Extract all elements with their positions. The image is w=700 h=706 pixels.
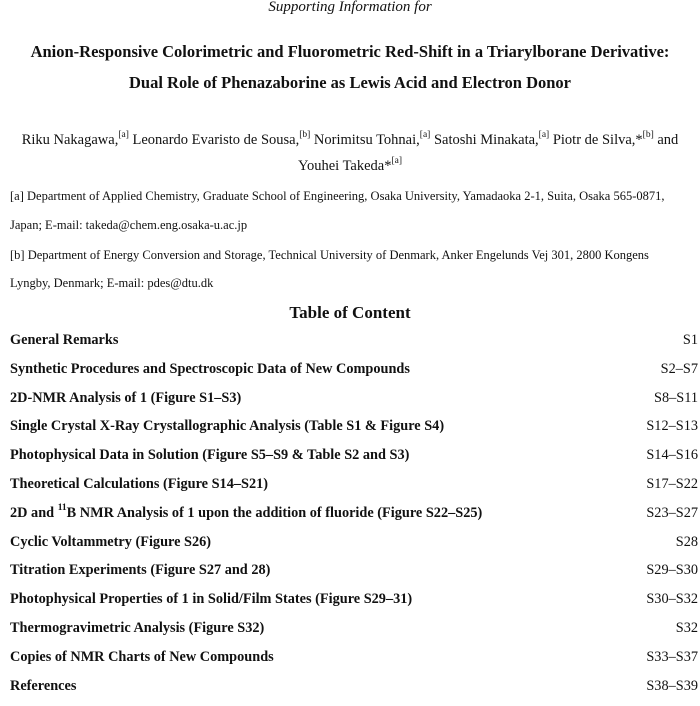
toc-entry-page: S14–S16	[646, 447, 698, 464]
toc-entry-page: S32	[675, 619, 698, 636]
author-line-1	[0, 132, 700, 149]
toc-entry-label	[10, 591, 412, 608]
author-affiliation-mark: [a]	[391, 156, 403, 167]
toc-entry-label	[10, 361, 410, 378]
toc-entry-page: S28	[675, 533, 698, 550]
toc-entry-label	[10, 505, 482, 522]
author-line-2	[0, 158, 700, 175]
toc-entry-text: Single Crystal X-Ray Crystallographic Analysis (Table S1 & Figure S4)	[10, 418, 445, 435]
toc-entry[interactable]	[10, 620, 698, 649]
toc-entry-text: References	[10, 677, 77, 694]
toc-entry-page: S30–S32	[646, 591, 698, 608]
affiliation-a-line-1: [a] Department of Applied Chemistry, Graduate School of Engineering, Osaka University, Yamadaoka 2-1, Suita, Osaka 565-0871,	[10, 189, 665, 203]
toc-entry-text: Cyclic Voltammetry (Figure S26)	[10, 533, 212, 550]
toc-entry[interactable]	[10, 361, 698, 390]
author-affiliation-mark: [a]	[419, 130, 431, 141]
author-affiliation-mark: [a]	[538, 130, 550, 141]
toc-entry-superscript: 11	[57, 503, 67, 514]
toc-entry-page: S23–S27	[646, 504, 698, 521]
toc-entry-text: B NMR Analysis of 1 upon the addition of fluoride (Figure S22–S25)	[66, 504, 483, 521]
toc-entry-text: 2D and	[10, 504, 58, 521]
toc-entry-label	[10, 332, 118, 349]
author-affiliation-mark: [b]	[299, 130, 311, 141]
toc-entry-page: S33–S37	[646, 648, 698, 665]
paper-title-line-2: Dual Role of Phenazaborine as Lewis Acid and Electron Donor	[129, 73, 571, 92]
toc-entry-text: Photophysical Properties of 1 in Solid/Film States (Figure S29–31)	[10, 591, 413, 608]
toc-entry-page: S38–S39	[646, 677, 698, 694]
author-name: Riku Nakagawa,	[21, 132, 119, 148]
author-name: Piotr de Silva,*	[549, 132, 643, 148]
toc-entry[interactable]	[10, 390, 698, 419]
author-name: Youhei Takeda*	[297, 158, 392, 174]
toc-entry-label	[10, 418, 444, 435]
toc-entry-page: S29–S30	[646, 562, 698, 579]
toc-entry-page: S1	[682, 332, 698, 348]
toc-entry-text: Thermogravimetric Analysis (Figure S32)	[10, 619, 265, 636]
author-name: Leonardo Evaristo de Sousa,	[128, 132, 300, 148]
toc-entry-label	[10, 562, 270, 579]
toc-entry-label	[10, 534, 211, 551]
toc-entry-label	[10, 649, 274, 666]
affiliation-b-line-1: [b] Department of Energy Conversion and Storage, Technical University of Denmark, Anker Engelunds Vej 301, 2800 Kongens	[10, 248, 649, 262]
affiliation-a-line-2: Japan; E-mail: takeda@chem.eng.osaka-u.ac.jp	[10, 218, 248, 232]
toc-entry[interactable]	[10, 649, 698, 678]
toc-entry-label	[10, 620, 264, 637]
author-affiliation-mark: [a]	[118, 130, 129, 141]
toc-entry[interactable]	[10, 562, 698, 591]
toc-entry-text: Theoretical Calculations (Figure S14–S21)	[10, 475, 268, 492]
author-conjunction: and	[653, 132, 679, 148]
toc-entry[interactable]	[10, 332, 698, 361]
toc-entry-text: General Remarks	[10, 332, 119, 348]
toc-entry-page: S8–S11	[654, 389, 698, 406]
toc-entry-text: Copies of NMR Charts of New Compounds	[10, 648, 274, 665]
author-name: Satoshi Minakata,	[430, 132, 539, 148]
toc-entry[interactable]	[10, 418, 698, 447]
toc-entry-label	[10, 678, 76, 695]
toc-entry-text: Photophysical Data in Solution (Figure S5–S9 & Table S2 and S3)	[10, 447, 410, 464]
toc-entry[interactable]	[10, 447, 698, 476]
toc-entry-page: S17–S22	[646, 475, 698, 492]
toc-entry-text: 2D-NMR Analysis of 1 (Figure S1–S3)	[10, 389, 242, 406]
author-name: Norimitsu Tohnai,	[310, 132, 420, 148]
author-affiliation-mark: [b]	[642, 130, 654, 141]
toc-title: Table of Content	[289, 303, 411, 322]
toc-entry-page: S2–S7	[660, 360, 698, 377]
toc-entry-label	[10, 447, 409, 464]
toc-entry-page: S12–S13	[646, 418, 698, 435]
toc-entry[interactable]	[10, 591, 698, 620]
toc-entry-text: Synthetic Procedures and Spectroscopic Data of New Compounds	[10, 360, 410, 377]
toc-entry[interactable]	[10, 534, 698, 563]
toc-entry[interactable]	[10, 505, 698, 534]
toc-entry-text: Titration Experiments (Figure S27 and 28)	[10, 562, 271, 579]
toc-entry-label	[10, 390, 241, 407]
toc-entry[interactable]	[10, 476, 698, 505]
toc-entry-label	[10, 476, 268, 493]
toc-list	[10, 332, 698, 706]
affiliation-b-line-2: Lyngby, Denmark; E-mail: pdes@dtu.dk	[10, 276, 214, 290]
paper-title-line-1: Anion-Responsive Colorimetric and Fluorometric Red-Shift in a Triarylborane Derivative:	[30, 42, 670, 61]
supporting-info-heading: Supporting Information for	[268, 0, 432, 15]
